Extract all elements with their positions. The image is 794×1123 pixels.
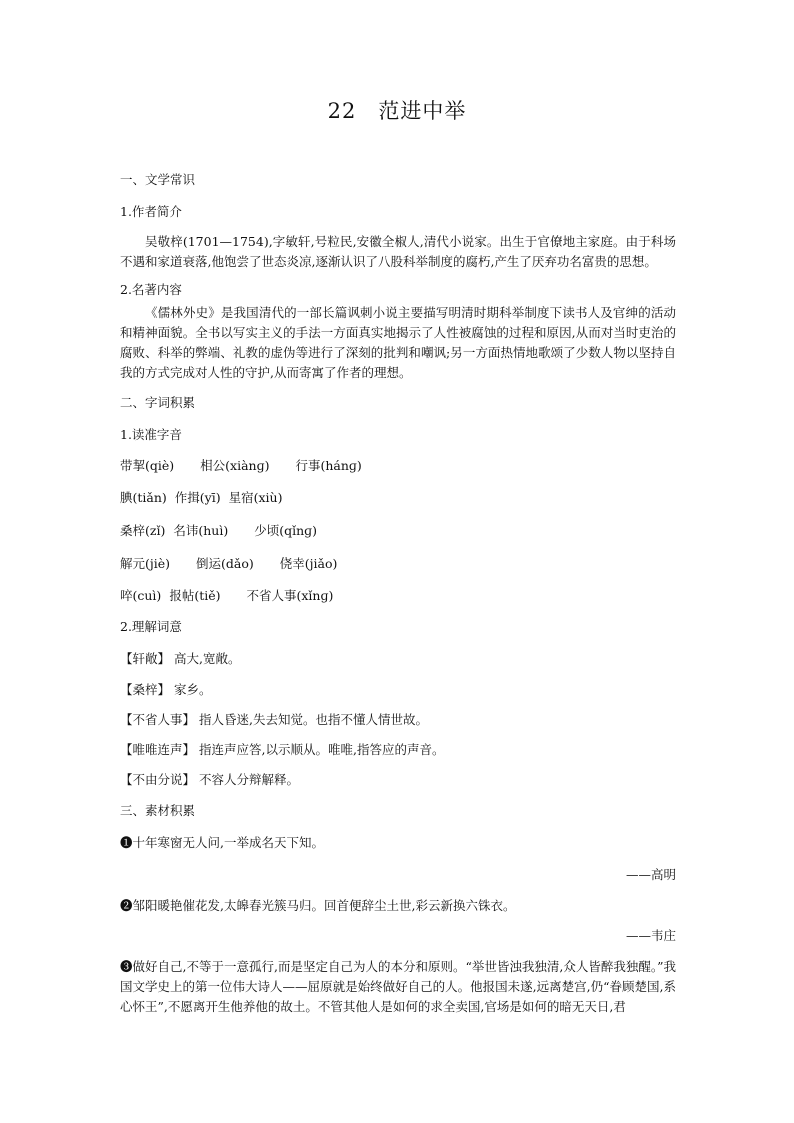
vocab-definition: 指人昏迷,失去知觉。也指不懂人情世故。 (199, 712, 428, 727)
vocab-entry (120, 710, 676, 730)
pronunciation-row (120, 456, 676, 476)
pronunciation-item: 桑梓(zǐ) (120, 523, 166, 538)
work-content-text: 《儒林外史》是我国清代的一部长篇讽刺小说主要描写明清时期科举制度下读书人及官绅的活动和精神面貌。全书以写实主义的手法一方面真实地揭示了人性被腐蚀的过程和原因,从而对当时吏治的腐败、科举的弊端、礼教的虚伪等进行了深刻的批判和嘲讽;另一方面热情地歌颂了少数人物以坚持自我的方式完成对人性的守护,从而寄寓了作者的理想。 (120, 305, 676, 380)
material-quote-2: ❷邹阳暖艳催花发,太皞春光簇马归。回首便辞尘土世,彩云新换六铢衣。 (120, 898, 516, 913)
subheading-author-intro: 1.作者简介 (120, 204, 182, 219)
material-quote-1: ❶十年寒窗无人问,一举成名天下知。 (120, 835, 324, 850)
pronunciation-item: 倒运(dǎo) (196, 556, 254, 571)
vocab-term: 【不由分说】 (120, 772, 196, 787)
vocab-definition: 家乡。 (174, 682, 212, 697)
pronunciation-row (120, 488, 676, 508)
material-source-2: ——韦庄 (625, 928, 676, 943)
pronunciation-item: 作揖(yī) (174, 490, 221, 505)
pronunciation-item: 少顷(qǐnɡ) (254, 523, 318, 538)
author-intro-text: 吴敬梓(1701—1754),字敏轩,号粒民,安徽全椒人,清代小说家。出生于官僚地主家庭。由于科场不遇和家道衰落,他饱尝了世态炎凉,逐渐认识了八股科举制度的腐朽,产生了厌弃功名富贵的思想。 (120, 234, 676, 269)
vocab-term: 【桑梓】 (120, 682, 171, 697)
pronunciation-item: 不省人事(xǐnɡ) (246, 588, 334, 603)
vocab-term: 【轩敞】 (120, 651, 171, 666)
section-heading-vocabulary: 二、字词积累 (120, 395, 196, 410)
vocab-term: 【唯唯连声】 (120, 742, 196, 757)
pronunciation-item: 报帖(tiě) (169, 588, 221, 603)
pronunciation-row (120, 554, 676, 574)
pronunciation-item: 行事(hánɡ) (295, 458, 362, 473)
subheading-word-meaning: 2.理解词意 (120, 619, 182, 634)
pronunciation-row (120, 586, 676, 606)
vocab-entry (120, 740, 676, 760)
section-heading-materials: 三、素材积累 (120, 803, 196, 818)
subheading-work-content: 2.名著内容 (120, 282, 182, 297)
section-heading-literature: 一、文学常识 (120, 172, 196, 187)
subheading-pronunciation: 1.读准字音 (120, 427, 182, 442)
vocab-term: 【不省人事】 (120, 712, 196, 727)
material-paragraph-3: ❸做好自己,不等于一意孤行,而是坚定自己为人的本分和原则。“举世皆浊我独清,众人皆醉我独醒。”我国文学史上的第一位伟大诗人——屈原就是始终做好自己的人。他报国未遂,远离楚宫,仍“眷顾楚国,系心怀王”,不愿离开生他养他的故土。不管其他人是如何的求全卖国,官场是如何的暗无天日,君 (120, 959, 676, 1014)
pronunciation-item: 相公(xiànɡ) (200, 458, 270, 473)
vocab-entry (120, 770, 676, 790)
pronunciation-row (120, 521, 676, 541)
material-source-1: ——高明 (625, 867, 676, 882)
vocab-definition: 不容人分辩解释。 (199, 772, 300, 787)
pronunciation-item: 腆(tiǎn) (120, 490, 167, 505)
pronunciation-item: 啐(cuì) (120, 588, 162, 603)
pronunciation-item: 星宿(xiù) (228, 490, 283, 505)
vocab-definition: 指连声应答,以示顺从。唯唯,指答应的声音。 (199, 742, 445, 757)
vocab-entry (120, 649, 676, 669)
page-title: 22 范进中举 (327, 99, 467, 123)
pronunciation-item: 名讳(huì) (173, 523, 229, 538)
pronunciation-item: 带挈(qiè) (120, 458, 175, 473)
vocab-entry (120, 680, 676, 700)
pronunciation-item: 解元(jiè) (120, 556, 171, 571)
vocab-definition: 高大,宽敞。 (174, 651, 241, 666)
pronunciation-item: 侥幸(jiǎo) (279, 556, 338, 571)
